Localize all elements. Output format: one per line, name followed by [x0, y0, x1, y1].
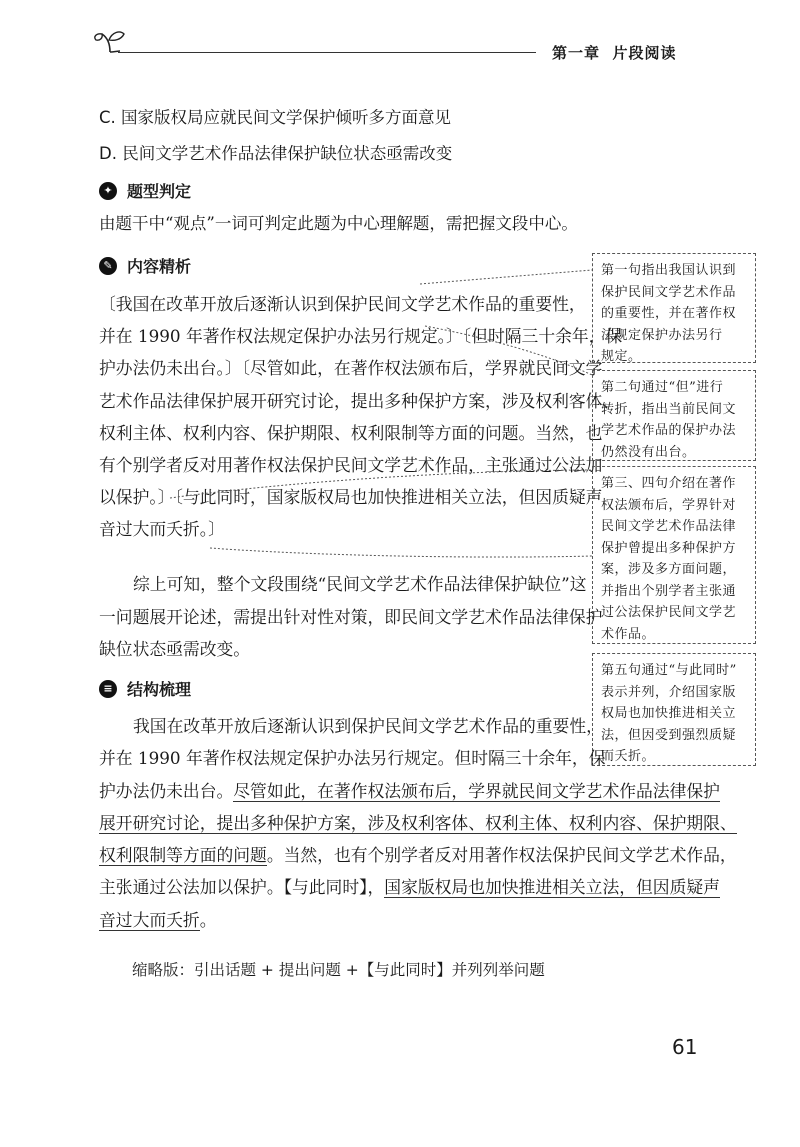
structure-text: 主张通过公法加以保护。【与此同时】， [99, 877, 385, 898]
side-note-1 [592, 253, 756, 363]
note-line: 法，但因受到强烈质疑 [601, 727, 737, 743]
note-line: 并指出个别学者主张通 [601, 583, 737, 599]
underlined-text: 音过大而夭折 [99, 909, 200, 930]
page-number: 61 [672, 1035, 698, 1059]
side-note-2 [592, 370, 756, 461]
summary-line: 综上可知，整个文段围绕“民间文学艺术作品法律保护缺位”这 [133, 574, 587, 594]
note-line: 转折，指出当前民间文 [601, 401, 737, 417]
analysis-line: 艺术作品法律保护展开研究讨论，提出多种保护方案，涉及权利客体、 [99, 390, 620, 411]
structure-badge-icon: ≡ [99, 680, 117, 698]
structure-line [99, 775, 737, 807]
note-line: 法规定保护办法另行 [601, 327, 723, 343]
structure-line [99, 807, 737, 839]
structure-text: 。 [199, 909, 217, 930]
section-title: 题型判定 [127, 182, 192, 201]
summary-line: 缺位状态亟需改变。 [99, 639, 251, 659]
note-line: 权法颁布后，学界针对 [601, 497, 737, 513]
note-line: 民间文学艺术作品法律 [601, 519, 737, 534]
note-line: 第二句通过“但”进行 [601, 380, 724, 395]
note-line: 过公法保护民间文学艺 [601, 605, 737, 620]
structure-line [99, 871, 737, 903]
brief-version: 缩略版：引出话题 + 提出问题 +【与此同时】并列列举问题 [132, 961, 545, 979]
section-title: 内容精析 [127, 257, 192, 276]
note-line: 表示并列，介绍国家版 [601, 684, 737, 700]
chapter-label: 第一章 [552, 44, 601, 62]
analysis-line: 有个别学者反对用著作权法保护民间文学艺术作品，主张通过公法加 [99, 455, 603, 476]
structure-line: 并在 1990 年著作权法规定保护办法另行规定。但时隔三十余年，保 [99, 748, 606, 769]
note-line: 第三、四句介绍在著作 [601, 476, 737, 491]
pen-badge-icon: ✎ [99, 257, 117, 275]
note-line: 第一句指出我国认识到 [601, 263, 737, 278]
option-d: D. 民间文学艺术作品法律保护缺位状态亟需改变 [99, 144, 453, 163]
underlined-text: 国家版权局也加快推进相关立法，但因质疑声 [384, 877, 720, 898]
side-note-3 [592, 466, 756, 644]
star-badge-icon: ✦ [99, 182, 117, 200]
analysis-line: 〔我国在改革开放后逐渐认识到保护民间文学艺术作品的重要性， [99, 294, 586, 314]
analysis-line: 权利主体、权利内容、保护期限、权利限制等方面的问题。当然，也 [99, 422, 603, 443]
section-label: 片段阅读 [612, 44, 677, 62]
structure-text: 护办法仍未出台。 [99, 780, 234, 801]
note-line: 权局也加快推进相关立 [601, 706, 737, 721]
summary-line: 一问题展开论述，需提出针对性对策，即民间文学艺术作品法律保护 [99, 606, 603, 627]
analysis-line: 护办法仍未出台。〕〔尽管如此，在著作权法颁布后，学界就民间文学 [99, 358, 603, 379]
analysis-line: 以保护。〕〔与此同时，国家版权局也加快推进相关立法，但因质疑声 [99, 487, 603, 508]
structure-line: 我国在改革开放后逐渐认识到保护民间文学艺术作品的重要性， [133, 716, 603, 736]
underlined-text: 展开研究讨论，提出多种保护方案，涉及权利客体、权利主体、权利内容、保护期限、 [99, 812, 737, 833]
note-line: 保护曾提出多种保护方 [601, 540, 737, 556]
note-line: 学艺术作品的保护办法 [601, 423, 737, 438]
note-line: 的重要性，并在著作权 [601, 306, 737, 321]
section-head-structure [99, 677, 191, 700]
underlined-text: 权利限制等方面的问题 [99, 845, 267, 866]
structure-paragraph [99, 710, 737, 936]
note-line: 保护民间文学艺术作品 [601, 284, 737, 300]
note-line: 规定。 [601, 349, 642, 364]
option-c: C. 国家版权局应就民间文学保护倾听多方面意见 [99, 108, 452, 127]
analysis-line: 音过大而夭折。〕 [99, 519, 225, 540]
note-line: 仍然没有出台。 [601, 444, 696, 460]
underlined-text: 尽管如此，在著作权法颁布后，学界就民间文学艺术作品法律保护 [233, 780, 720, 801]
structure-line [99, 904, 737, 936]
summary-paragraph [99, 568, 603, 666]
structure-text: 。当然，也有个别学者反对用著作权法保护民间文学艺术作品， [266, 845, 737, 866]
note-line: 案，涉及多方面问题， [601, 562, 737, 577]
structure-line [99, 839, 737, 871]
section-title: 结构梳理 [127, 680, 192, 699]
note-line: 而夭折。 [601, 749, 656, 764]
note-line: 术作品。 [601, 626, 656, 642]
analysis-line: 并在 1990 年著作权法规定保护办法另行规定。〕〔但时隔三十余年，保 [99, 326, 623, 347]
section1-text: 由题干中“观点”一词可判定此题为中心理解题，需把握文段中心。 [99, 214, 578, 233]
note-line: 第五句通过“与此同时” [601, 663, 737, 678]
